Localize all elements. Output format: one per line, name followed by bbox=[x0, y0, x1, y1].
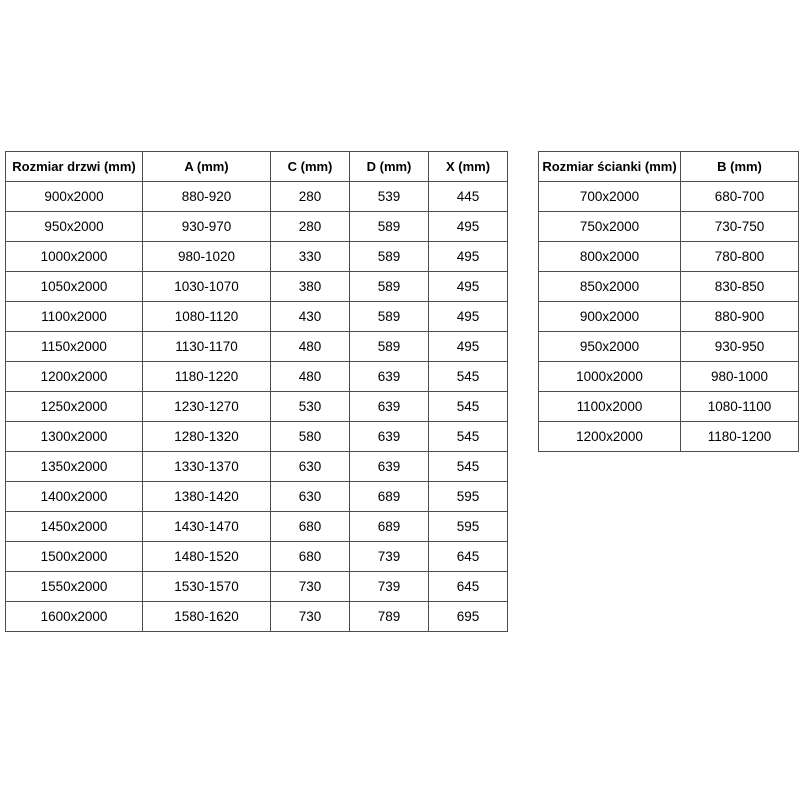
header-row bbox=[539, 152, 799, 182]
table-cell: 930-970 bbox=[143, 212, 271, 242]
table-cell: 850x2000 bbox=[539, 272, 681, 302]
table-cell: 645 bbox=[429, 572, 508, 602]
table-cell: 1350x2000 bbox=[6, 452, 143, 482]
table-cell: 730 bbox=[271, 572, 350, 602]
table-cell: 680 bbox=[271, 542, 350, 572]
table-cell: 589 bbox=[350, 242, 429, 272]
table-cell: 1600x2000 bbox=[6, 602, 143, 632]
table-cell: 445 bbox=[429, 182, 508, 212]
table-row bbox=[539, 212, 799, 242]
table-cell: 750x2000 bbox=[539, 212, 681, 242]
table-cell: 1130-1170 bbox=[143, 332, 271, 362]
table-cell: 1580-1620 bbox=[143, 602, 271, 632]
table-cell: 1500x2000 bbox=[6, 542, 143, 572]
table-cell: 480 bbox=[271, 362, 350, 392]
table-cell: 380 bbox=[271, 272, 350, 302]
table-row bbox=[539, 242, 799, 272]
table-cell: 495 bbox=[429, 272, 508, 302]
table-cell: 800x2000 bbox=[539, 242, 681, 272]
header-row bbox=[6, 152, 508, 182]
table-row bbox=[539, 332, 799, 362]
table-cell: 980-1020 bbox=[143, 242, 271, 272]
table-row bbox=[6, 602, 508, 632]
table-cell: 1180-1200 bbox=[681, 422, 799, 452]
table-cell: 900x2000 bbox=[539, 302, 681, 332]
table-row bbox=[6, 302, 508, 332]
table-cell: 1400x2000 bbox=[6, 482, 143, 512]
table-row bbox=[6, 332, 508, 362]
table-cell: 1200x2000 bbox=[6, 362, 143, 392]
table-cell: 1000x2000 bbox=[6, 242, 143, 272]
table-cell: 1080-1100 bbox=[681, 392, 799, 422]
table-cell: 900x2000 bbox=[6, 182, 143, 212]
table-cell: 1150x2000 bbox=[6, 332, 143, 362]
table-cell: 430 bbox=[271, 302, 350, 332]
table-cell: 545 bbox=[429, 452, 508, 482]
door-size-table bbox=[5, 151, 508, 632]
table-cell: 495 bbox=[429, 302, 508, 332]
table-row bbox=[6, 272, 508, 302]
table-row bbox=[539, 392, 799, 422]
table-cell: 1000x2000 bbox=[539, 362, 681, 392]
table-row bbox=[539, 182, 799, 212]
table-cell: 580 bbox=[271, 422, 350, 452]
table-cell: 1250x2000 bbox=[6, 392, 143, 422]
column-header: X (mm) bbox=[429, 152, 508, 182]
table-cell: 1280-1320 bbox=[143, 422, 271, 452]
table-cell: 830-850 bbox=[681, 272, 799, 302]
table-cell: 689 bbox=[350, 512, 429, 542]
table-cell: 495 bbox=[429, 212, 508, 242]
table-cell: 680-700 bbox=[681, 182, 799, 212]
table-cell: 880-900 bbox=[681, 302, 799, 332]
table-cell: 630 bbox=[271, 452, 350, 482]
table-cell: 545 bbox=[429, 392, 508, 422]
table-cell: 1550x2000 bbox=[6, 572, 143, 602]
column-header: A (mm) bbox=[143, 152, 271, 182]
table-row bbox=[6, 572, 508, 602]
table-cell: 639 bbox=[350, 362, 429, 392]
table-cell: 780-800 bbox=[681, 242, 799, 272]
table-cell: 589 bbox=[350, 272, 429, 302]
table-row bbox=[6, 362, 508, 392]
table-cell: 1300x2000 bbox=[6, 422, 143, 452]
wall-table-header bbox=[539, 152, 799, 182]
table-cell: 950x2000 bbox=[6, 212, 143, 242]
table-cell: 930-950 bbox=[681, 332, 799, 362]
table-cell: 645 bbox=[429, 542, 508, 572]
table-row bbox=[539, 272, 799, 302]
table-cell: 1530-1570 bbox=[143, 572, 271, 602]
table-cell: 595 bbox=[429, 482, 508, 512]
table-cell: 530 bbox=[271, 392, 350, 422]
table-cell: 739 bbox=[350, 542, 429, 572]
table-row bbox=[539, 362, 799, 392]
door-table-body bbox=[6, 182, 508, 632]
wall-size-table bbox=[538, 151, 799, 452]
table-cell: 700x2000 bbox=[539, 182, 681, 212]
table-cell: 1100x2000 bbox=[539, 392, 681, 422]
table-cell: 695 bbox=[429, 602, 508, 632]
table-cell: 730 bbox=[271, 602, 350, 632]
table-cell: 1450x2000 bbox=[6, 512, 143, 542]
table-cell: 495 bbox=[429, 332, 508, 362]
table-cell: 1180-1220 bbox=[143, 362, 271, 392]
table-row bbox=[6, 482, 508, 512]
column-header: Rozmiar ścianki (mm) bbox=[539, 152, 681, 182]
table-cell: 589 bbox=[350, 212, 429, 242]
table-row bbox=[539, 422, 799, 452]
table-cell: 789 bbox=[350, 602, 429, 632]
table-cell: 880-920 bbox=[143, 182, 271, 212]
table-cell: 1030-1070 bbox=[143, 272, 271, 302]
table-cell: 980-1000 bbox=[681, 362, 799, 392]
table-cell: 639 bbox=[350, 392, 429, 422]
wall-table-body bbox=[539, 182, 799, 452]
table-cell: 280 bbox=[271, 182, 350, 212]
table-cell: 680 bbox=[271, 512, 350, 542]
table-cell: 589 bbox=[350, 332, 429, 362]
table-cell: 639 bbox=[350, 452, 429, 482]
table-cell: 539 bbox=[350, 182, 429, 212]
table-cell: 545 bbox=[429, 422, 508, 452]
table-row bbox=[6, 422, 508, 452]
table-cell: 1200x2000 bbox=[539, 422, 681, 452]
table-cell: 330 bbox=[271, 242, 350, 272]
table-cell: 1100x2000 bbox=[6, 302, 143, 332]
table-cell: 639 bbox=[350, 422, 429, 452]
table-cell: 280 bbox=[271, 212, 350, 242]
table-cell: 1380-1420 bbox=[143, 482, 271, 512]
table-cell: 495 bbox=[429, 242, 508, 272]
table-cell: 545 bbox=[429, 362, 508, 392]
table-cell: 1080-1120 bbox=[143, 302, 271, 332]
table-cell: 630 bbox=[271, 482, 350, 512]
table-row bbox=[6, 512, 508, 542]
table-row bbox=[6, 392, 508, 422]
table-row bbox=[6, 212, 508, 242]
table-cell: 1230-1270 bbox=[143, 392, 271, 422]
column-header: Rozmiar drzwi (mm) bbox=[6, 152, 143, 182]
table-row bbox=[6, 182, 508, 212]
table-cell: 950x2000 bbox=[539, 332, 681, 362]
column-header: C (mm) bbox=[271, 152, 350, 182]
table-cell: 1050x2000 bbox=[6, 272, 143, 302]
door-table-header bbox=[6, 152, 508, 182]
column-header: D (mm) bbox=[350, 152, 429, 182]
table-cell: 1330-1370 bbox=[143, 452, 271, 482]
column-header: B (mm) bbox=[681, 152, 799, 182]
table-cell: 689 bbox=[350, 482, 429, 512]
table-cell: 1430-1470 bbox=[143, 512, 271, 542]
table-cell: 589 bbox=[350, 302, 429, 332]
table-cell: 739 bbox=[350, 572, 429, 602]
table-cell: 730-750 bbox=[681, 212, 799, 242]
table-cell: 1480-1520 bbox=[143, 542, 271, 572]
table-row bbox=[6, 542, 508, 572]
table-row bbox=[6, 242, 508, 272]
table-cell: 480 bbox=[271, 332, 350, 362]
table-row bbox=[6, 452, 508, 482]
table-row bbox=[539, 302, 799, 332]
table-cell: 595 bbox=[429, 512, 508, 542]
